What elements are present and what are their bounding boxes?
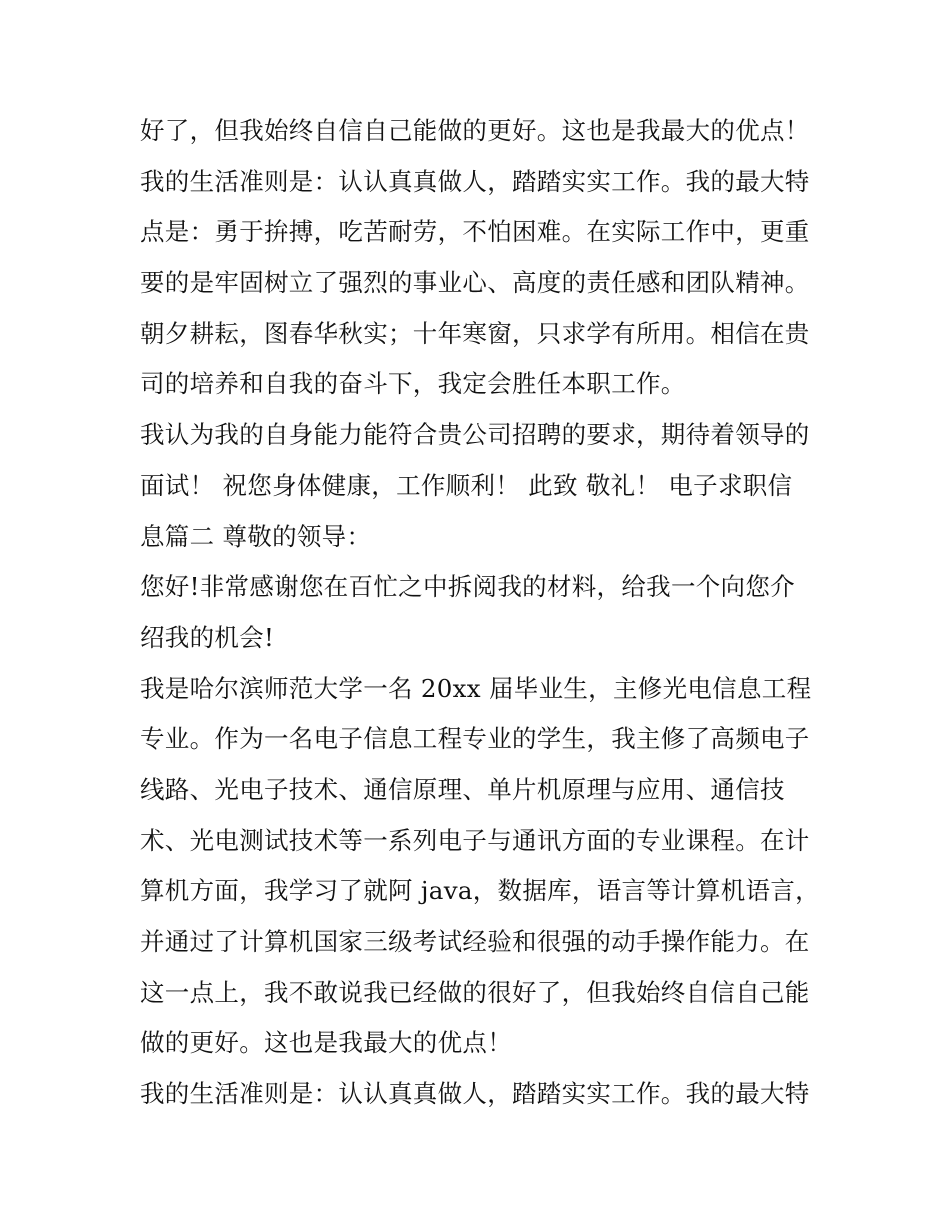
text-line: 并通过了计算机国家三级考试经验和很强的动手操作能力。在: [140, 927, 810, 956]
text-line: 好了，但我始终自信自己能做的更好。这也是我最大的优点！: [140, 116, 810, 145]
text-line: 我的生活准则是：认认真真做人，踏踏实实工作。我的最大特: [140, 1079, 810, 1109]
text-line: 要的是牢固树立了强烈的事业心、高度的责任感和团队精神。: [140, 268, 810, 298]
text-line: 点是：勇于拚搏，吃苦耐劳，不怕困难。在实际工作中，更重: [140, 217, 810, 247]
text-line: 算机方面，我学习了就阿 java，数据库，语言等计算机语言，: [140, 876, 820, 906]
text-line: 绍我的机会!: [140, 622, 275, 652]
text-line: 术、光电测试技术等一系列电子与通讯方面的专业课程。在计: [140, 825, 810, 855]
text-line: 专业。作为一名电子信息工程专业的学生，我主修了高频电子: [140, 724, 810, 754]
text-line: 我认为我的自身能力能符合贵公司招聘的要求，期待着领导的: [140, 420, 810, 450]
text-line: 我是哈尔滨师范大学一名 20xx 届毕业生，主修光电信息工程: [140, 673, 812, 703]
text-line: 我的生活准则是：认认真真做人，踏踏实实工作。我的最大特: [140, 166, 810, 196]
text-line: 朝夕耕耘，图春华秋实；十年寒窗，只求学有所用。相信在贵: [140, 318, 810, 348]
text-line: 面试！ 祝您身体健康，工作顺利！ 此致 敬礼！ 电子求职信: [140, 470, 793, 500]
text-line: 司的培养和自我的奋斗下，我定会胜任本职工作。: [140, 369, 686, 399]
body-text: [140, 106, 820, 1120]
text-line: 做的更好。这也是我最大的优点！: [140, 1028, 512, 1058]
text-line: 息篇二 尊敬的领导：: [140, 521, 372, 551]
text-line: 线路、光电子技术、通信原理、单片机原理与应用、通信技: [140, 774, 785, 804]
text-line: 您好!非常感谢您在百忙之中拆阅我的材料，给我一个向您介: [140, 572, 795, 602]
text-line: 这一点上，我不敢说我已经做的很好了，但我始终自信自己能: [140, 977, 810, 1007]
